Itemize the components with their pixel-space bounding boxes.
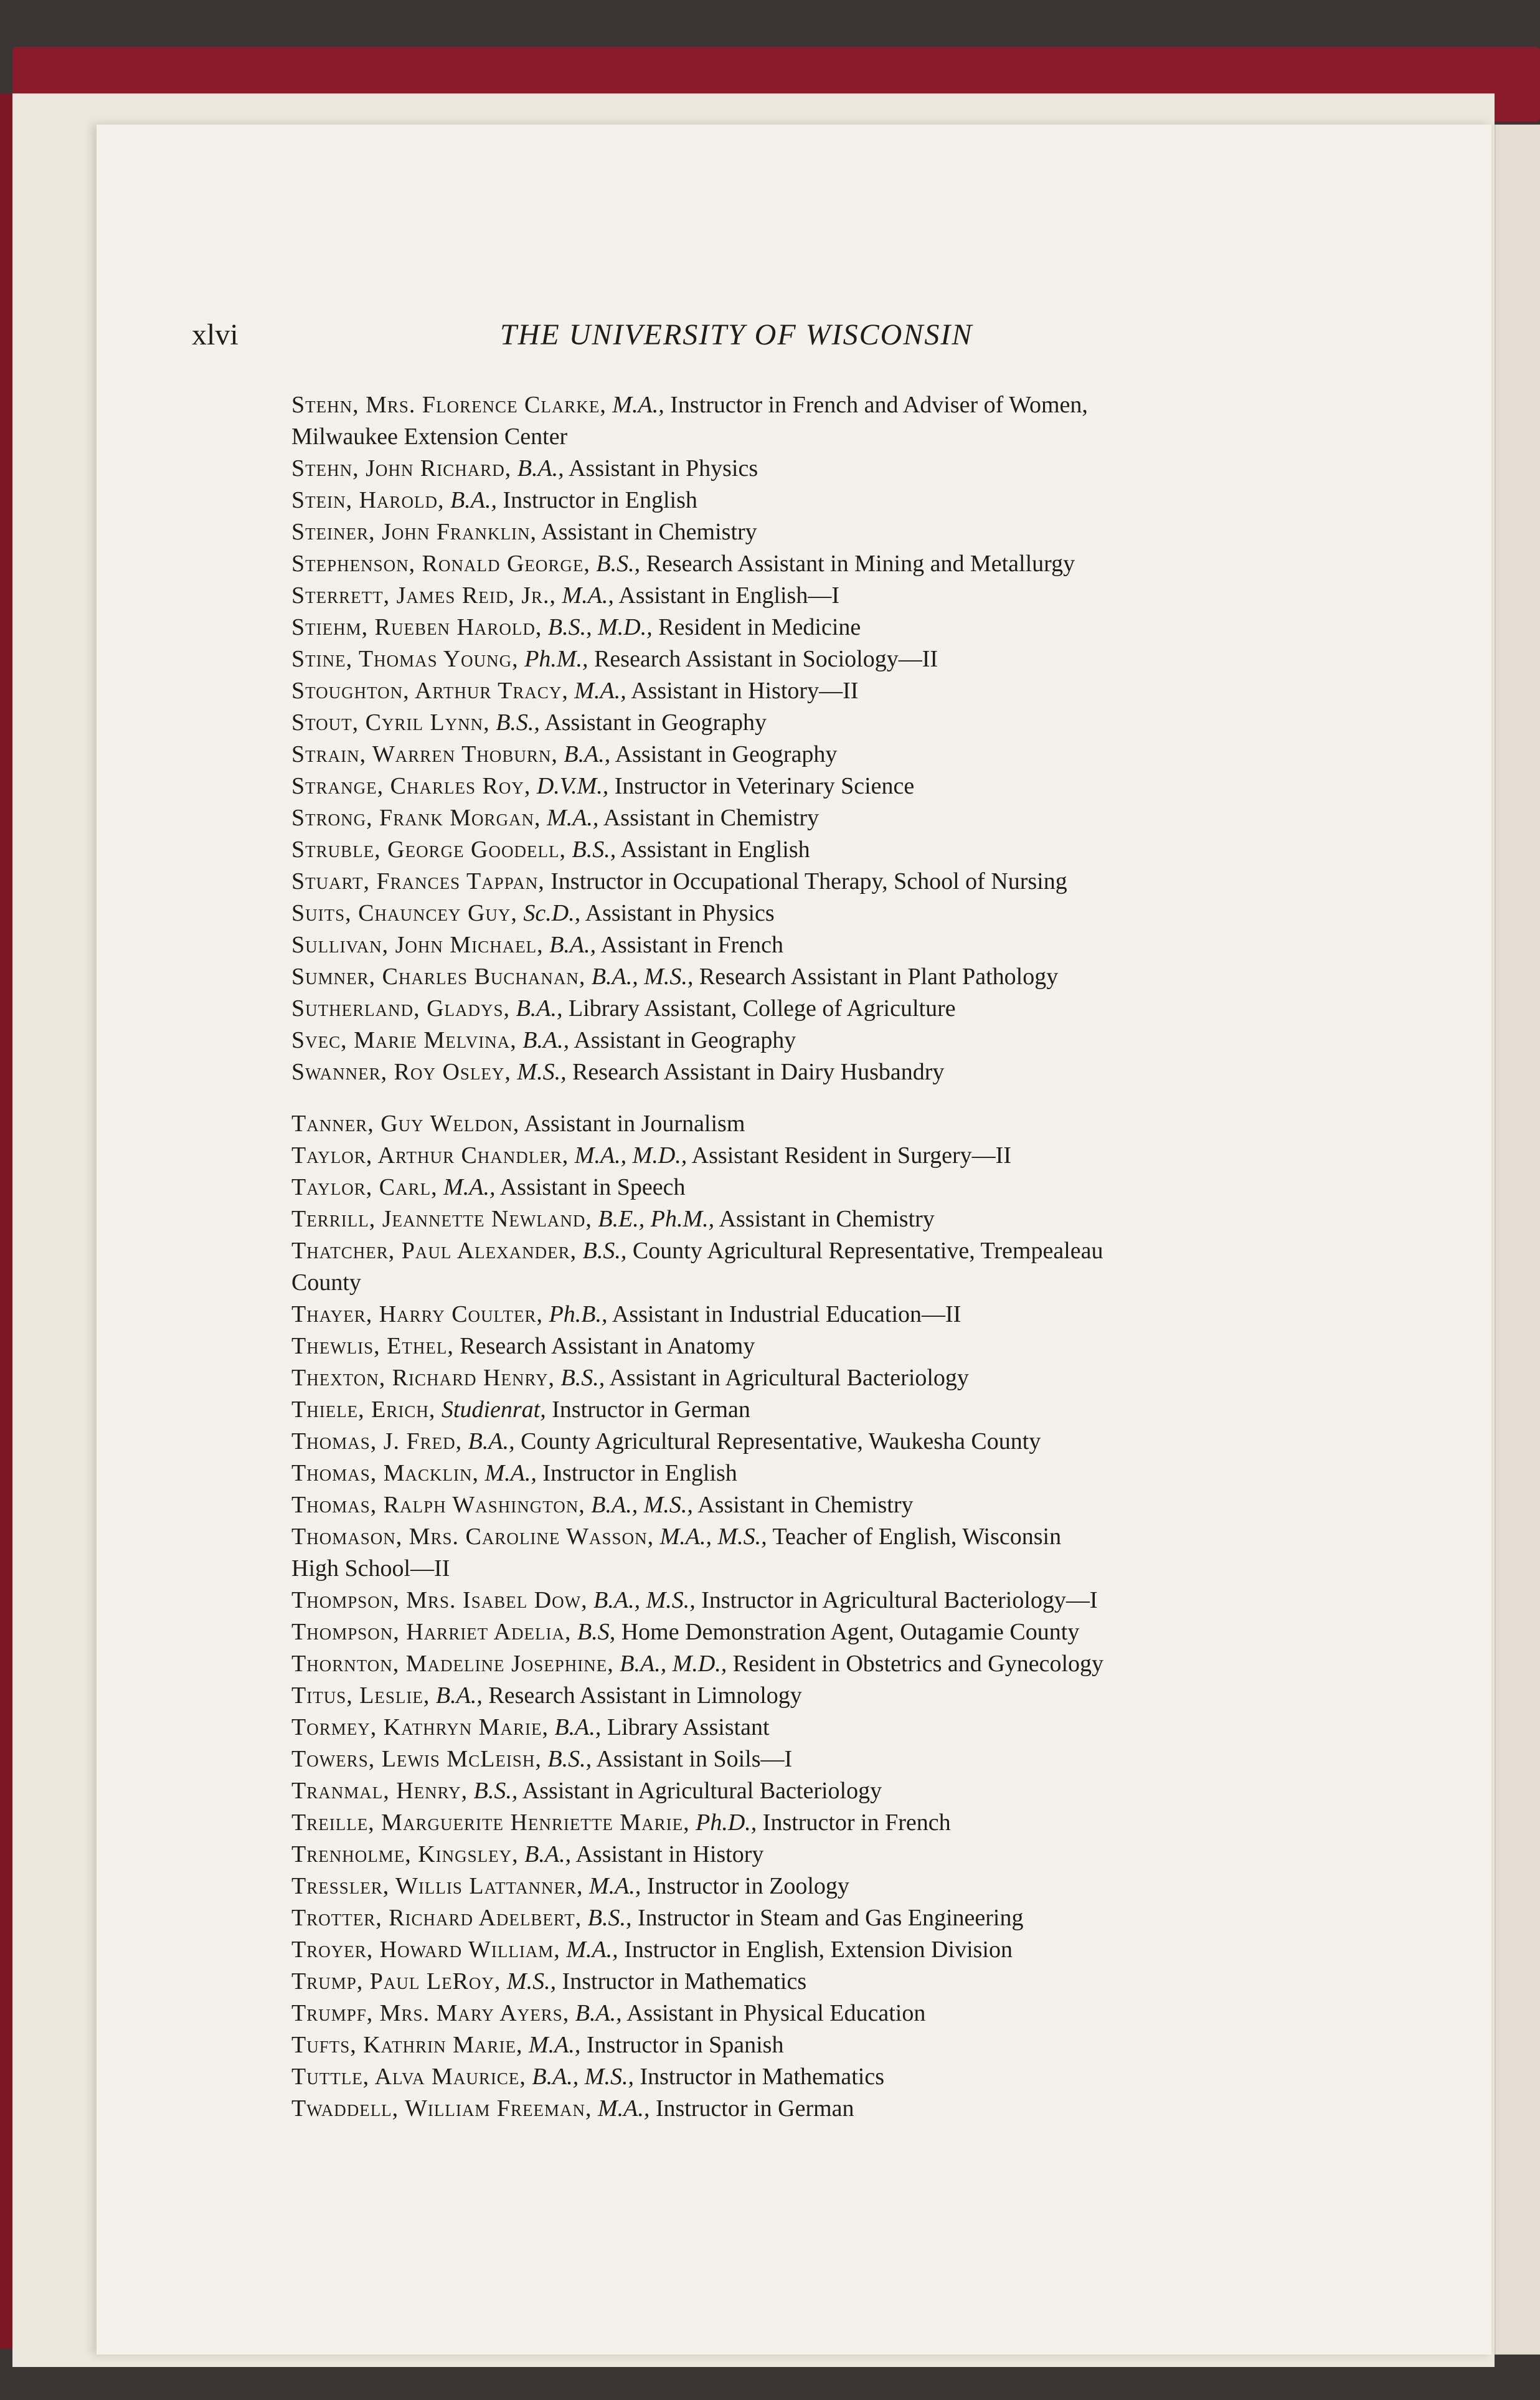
degree: M.A., M.D., xyxy=(574,1142,687,1169)
degree: B.A., xyxy=(549,932,597,958)
person-name: Tuttle, Alva Maurice, xyxy=(291,2064,526,2090)
directory-entry xyxy=(291,453,1375,485)
person-name: Sumner, Charles Buchanan, xyxy=(291,964,586,990)
directory-entry xyxy=(291,643,1375,675)
person-name: Trumpf, Mrs. Mary Ayers, xyxy=(291,2000,570,2026)
directory-entry xyxy=(291,1025,1375,1056)
directory-entry xyxy=(291,1362,1375,1394)
position-title: Library Assistant, College of Agriculture xyxy=(569,995,956,1022)
degree: M.A., xyxy=(562,582,614,609)
section-divider xyxy=(291,1088,1375,1108)
person-name: Thiele, Erich, xyxy=(291,1397,436,1423)
position-title: Instructor in Agricultural Bacteriology—I xyxy=(701,1587,1098,1613)
page-header xyxy=(192,318,1126,361)
degree: Sc.D., xyxy=(523,900,581,926)
directory-entry xyxy=(291,1966,1375,1998)
position-title: Resident in Obstetrics and Gynecology xyxy=(732,1651,1104,1677)
position-title: Instructor in Occupational Therapy, School of Nursing xyxy=(550,868,1067,894)
directory-entry xyxy=(291,1871,1375,1902)
position-title: Instructor in Mathematics xyxy=(640,2064,884,2090)
directory-entry xyxy=(291,389,1375,453)
degree: Studienrat, xyxy=(441,1397,546,1423)
degree: M.S., xyxy=(506,1968,557,1994)
person-name: Thompson, Harriet Adelia, xyxy=(291,1619,572,1645)
directory-entry xyxy=(291,739,1375,771)
person-name: Trump, Paul LeRoy, xyxy=(291,1968,501,1994)
person-name: Thomason, Mrs. Caroline Wasson, xyxy=(291,1524,654,1550)
directory-entry xyxy=(291,548,1375,580)
degree: Ph.B., xyxy=(549,1301,608,1327)
person-name: Thompson, Mrs. Isabel Dow, xyxy=(291,1587,588,1613)
person-name: Tormey, Kathryn Marie, xyxy=(291,1714,549,1740)
person-name: Taylor, Carl, xyxy=(291,1174,438,1200)
degree: B.E., Ph.M., xyxy=(598,1206,715,1232)
person-name: Trotter, Richard Adelbert, xyxy=(291,1905,582,1931)
person-name: Stoughton, Arthur Tracy, xyxy=(291,678,569,704)
person-name: Thornton, Madeline Josephine, xyxy=(291,1651,614,1677)
degree: B.S., xyxy=(572,837,616,863)
position-title: Instructor in German xyxy=(655,2095,854,2122)
person-name: Towers, Lewis McLeish, xyxy=(291,1746,542,1772)
position-title-continued: Milwaukee Extension Center xyxy=(291,424,568,450)
directory-entry xyxy=(291,1056,1375,1088)
degree: B.A., xyxy=(517,455,564,481)
directory-entry xyxy=(291,1648,1375,1680)
directory-entry xyxy=(291,2061,1375,2093)
person-name: Troyer, Howard William, xyxy=(291,1937,560,1963)
position-title: Assistant in Speech xyxy=(499,1174,686,1200)
person-name: Twaddell, William Freeman, xyxy=(291,2095,592,2122)
directory-entry xyxy=(291,898,1375,929)
position-title: Research Assistant in Limnology xyxy=(488,1682,802,1709)
person-name: Sterrett, James Reid, Jr., xyxy=(291,582,557,609)
person-name: Taylor, Arthur Chandler, xyxy=(291,1142,569,1169)
directory-entry xyxy=(291,675,1375,707)
degree: B.A., M.S., xyxy=(591,964,694,990)
directory-entry xyxy=(291,1426,1375,1458)
person-name: Stein, Harold, xyxy=(291,487,445,513)
directory-entry xyxy=(291,1807,1375,1839)
person-name: Thomas, J. Fred, xyxy=(291,1428,463,1454)
person-name: Tufts, Kathrin Marie, xyxy=(291,2032,523,2058)
directory-entry xyxy=(291,1839,1375,1871)
position-title: Instructor in French xyxy=(762,1809,951,1836)
position-title: Assistant in English xyxy=(620,837,810,863)
person-name: Steiner, John Franklin, xyxy=(291,519,537,545)
position-title: Library Assistant xyxy=(607,1714,770,1740)
degree: D.V.M., xyxy=(536,773,609,799)
directory-entry xyxy=(291,1743,1375,1775)
position-title: Assistant in Physical Education xyxy=(626,2000,926,2026)
degree: B.A., M.S., xyxy=(593,1587,696,1613)
directory-entry xyxy=(291,1521,1375,1585)
degree: B.A., xyxy=(516,995,563,1022)
directory-entry xyxy=(291,993,1375,1025)
position-title: Research Assistant in Plant Pathology xyxy=(699,964,1059,990)
directory-entry xyxy=(291,1458,1375,1489)
person-name: Stout, Cyril Lynn, xyxy=(291,709,490,736)
position-title: Resident in Medicine xyxy=(658,614,861,640)
person-name: Svec, Marie Melvina, xyxy=(291,1027,517,1053)
directory-entry xyxy=(291,834,1375,866)
directory-entry xyxy=(291,929,1375,961)
directory-entry xyxy=(291,1140,1375,1172)
position-title-continued: County xyxy=(291,1269,361,1296)
directory-entry xyxy=(291,1108,1375,1140)
degree: B.A., M.S., xyxy=(591,1492,693,1518)
directory-entry xyxy=(291,580,1375,612)
directory-entry xyxy=(291,1616,1375,1648)
person-name: Terrill, Jeannette Newland, xyxy=(291,1206,592,1232)
position-title: Assistant in Geography xyxy=(574,1027,796,1053)
person-name: Stiehm, Rueben Harold, xyxy=(291,614,542,640)
position-title: Research Assistant in Dairy Husbandry xyxy=(572,1059,945,1085)
person-name: Strain, Warren Thoburn, xyxy=(291,741,558,767)
directory-entry xyxy=(291,1235,1375,1299)
person-name: Thayer, Harry Coulter, xyxy=(291,1301,544,1327)
directory-entry xyxy=(291,1775,1375,1807)
position-title: Assistant in Soils—I xyxy=(596,1746,793,1772)
degree: M.A., xyxy=(588,1873,641,1899)
position-title: Instructor in Spanish xyxy=(586,2032,784,2058)
degree: B.A., M.D., xyxy=(620,1651,727,1677)
person-name: Thewlis, Ethel, xyxy=(291,1333,454,1359)
degree: Ph.D., xyxy=(696,1809,757,1836)
degree: M.A., xyxy=(547,805,599,831)
directory-entry xyxy=(291,1998,1375,2029)
person-name: Titus, Leslie, xyxy=(291,1682,430,1709)
directory-entry xyxy=(291,516,1375,548)
degree: B.A., xyxy=(435,1682,483,1709)
person-name: Sutherland, Gladys, xyxy=(291,995,511,1022)
directory-listing xyxy=(291,389,1375,2125)
person-name: Tanner, Guy Weldon, xyxy=(291,1111,520,1137)
position-title: Assistant in Chemistry xyxy=(697,1492,914,1518)
degree: B.S., M.D., xyxy=(547,614,653,640)
degree: M.A., xyxy=(574,678,626,704)
person-name: Swanner, Roy Osley, xyxy=(291,1059,511,1085)
person-name: Thomas, Ralph Washington, xyxy=(291,1492,585,1518)
person-name: Trenholme, Kingsley, xyxy=(291,1841,519,1867)
position-title: Assistant in Chemistry xyxy=(541,519,757,545)
directory-entry xyxy=(291,1934,1375,1966)
directory-entry xyxy=(291,2029,1375,2061)
position-title: Assistant in Physics xyxy=(585,900,775,926)
degree: B.A., xyxy=(468,1428,515,1454)
degree: Ph.M., xyxy=(524,646,588,672)
person-name: Tressler, Willis Lattanner, xyxy=(291,1873,583,1899)
position-title: Instructor in English, Extension Division xyxy=(624,1937,1013,1963)
directory-entry xyxy=(291,2093,1375,2125)
degree: M.A., xyxy=(597,2095,650,2122)
person-name: Stehn, Mrs. Florence Clarke, xyxy=(291,392,607,418)
degree: M.A., M.S., xyxy=(659,1524,767,1550)
position-title: Assistant in Physics xyxy=(569,455,758,481)
directory-entry xyxy=(291,1585,1375,1616)
position-title: Research Assistant in Anatomy xyxy=(460,1333,755,1359)
position-title: County Agricultural Representative, Waukesha County xyxy=(521,1428,1041,1454)
position-title: Assistant in Agricultural Bacteriology xyxy=(609,1365,969,1391)
person-name: Stephenson, Ronald George, xyxy=(291,551,590,577)
person-name: Struble, George Goodell, xyxy=(291,837,566,863)
position-title: Instructor in English xyxy=(503,487,697,513)
position-title: Assistant in French xyxy=(600,932,783,958)
directory-entry xyxy=(291,1394,1375,1426)
directory-entry xyxy=(291,1203,1375,1235)
position-title: Assistant in English—I xyxy=(618,582,840,609)
position-title: Instructor in English xyxy=(542,1460,737,1486)
person-name: Treille, Marguerite Henriette Marie, xyxy=(291,1809,690,1836)
degree: B.A., xyxy=(524,1841,572,1867)
degree: B.A., M.S., xyxy=(532,2064,634,2090)
position-title: Assistant in History xyxy=(575,1841,764,1867)
position-title: Assistant in History—II xyxy=(631,678,859,704)
position-title: County Agricultural Representative, Trempealeau xyxy=(632,1238,1103,1264)
directory-entry xyxy=(291,866,1375,898)
person-name: Stehn, John Richard, xyxy=(291,455,512,481)
degree: M.A., xyxy=(612,392,664,418)
position-title: Instructor in French and Adviser of Women, xyxy=(670,392,1088,418)
position-title: Research Assistant in Mining and Metallurgy xyxy=(646,551,1075,577)
position-title: Instructor in Steam and Gas Engineering xyxy=(638,1905,1024,1931)
degree: M.A., xyxy=(443,1174,496,1200)
position-title: Assistant in Industrial Education—II xyxy=(612,1301,961,1327)
degree: B.S., xyxy=(560,1365,605,1391)
facing-page-edge xyxy=(1495,125,1540,2355)
position-title: Instructor in Zoology xyxy=(646,1873,849,1899)
person-name: Thexton, Richard Henry, xyxy=(291,1365,555,1391)
directory-entry xyxy=(291,1489,1375,1521)
directory-entry xyxy=(291,961,1375,993)
directory-entry xyxy=(291,1712,1375,1743)
degree: M.S., xyxy=(517,1059,567,1085)
position-title: Instructor in Veterinary Science xyxy=(614,773,915,799)
directory-entry xyxy=(291,1902,1375,1934)
degree: B.A., xyxy=(554,1714,602,1740)
position-title: Assistant in Journalism xyxy=(524,1111,745,1137)
running-title: THE UNIVERSITY OF WISCONSIN xyxy=(500,318,973,351)
position-title: Assistant in Geography xyxy=(544,709,767,736)
position-title: Assistant in Chemistry xyxy=(603,805,820,831)
person-name: Thomas, Macklin, xyxy=(291,1460,479,1486)
degree: B.S., xyxy=(596,551,641,577)
position-title: Assistant Resident in Surgery—II xyxy=(691,1142,1011,1169)
position-title: Teacher of English, Wisconsin xyxy=(772,1524,1062,1550)
page-number: xlvi xyxy=(192,318,239,351)
directory-entry xyxy=(291,802,1375,834)
directory-entry xyxy=(291,1299,1375,1330)
degree: B.A., xyxy=(564,741,611,767)
degree: B.A., xyxy=(450,487,497,513)
directory-entry xyxy=(291,1172,1375,1203)
directory-entry xyxy=(291,612,1375,643)
degree: M.A., xyxy=(484,1460,537,1486)
position-title: Home Demonstration Agent, Outagamie County xyxy=(621,1619,1080,1645)
position-title: Research Assistant in Sociology—II xyxy=(594,646,938,672)
person-name: Strong, Frank Morgan, xyxy=(291,805,541,831)
position-title: Assistant in Geography xyxy=(615,741,838,767)
degree: B.A., xyxy=(575,2000,622,2026)
position-title: Instructor in German xyxy=(552,1397,750,1423)
person-name: Tranmal, Henry, xyxy=(291,1778,468,1804)
person-name: Sullivan, John Michael, xyxy=(291,932,544,958)
directory-entry xyxy=(291,1330,1375,1362)
degree: B.S., xyxy=(582,1238,627,1264)
degree: B.S., xyxy=(473,1778,518,1804)
directory-entry xyxy=(291,485,1375,516)
person-name: Thatcher, Paul Alexander, xyxy=(291,1238,577,1264)
position-title: Assistant in Chemistry xyxy=(719,1206,935,1232)
degree: B.S., xyxy=(587,1905,632,1931)
position-title: Assistant in Agricultural Bacteriology xyxy=(522,1778,882,1804)
person-name: Suits, Chauncey Guy, xyxy=(291,900,517,926)
directory-entry xyxy=(291,1680,1375,1712)
degree: M.A., xyxy=(528,2032,581,2058)
person-name: Stuart, Frances Tappan, xyxy=(291,868,545,894)
position-title-continued: High School—II xyxy=(291,1555,450,1582)
degree: B.S., xyxy=(547,1746,592,1772)
degree: B.S, xyxy=(577,1619,616,1645)
degree: M.A., xyxy=(566,1937,618,1963)
directory-entry xyxy=(291,707,1375,739)
directory-entry xyxy=(291,771,1375,802)
position-title: Instructor in Mathematics xyxy=(562,1968,807,1994)
degree: B.S., xyxy=(496,709,540,736)
person-name: Stine, Thomas Young, xyxy=(291,646,519,672)
person-name: Strange, Charles Roy, xyxy=(291,773,531,799)
degree: B.A., xyxy=(522,1027,570,1053)
